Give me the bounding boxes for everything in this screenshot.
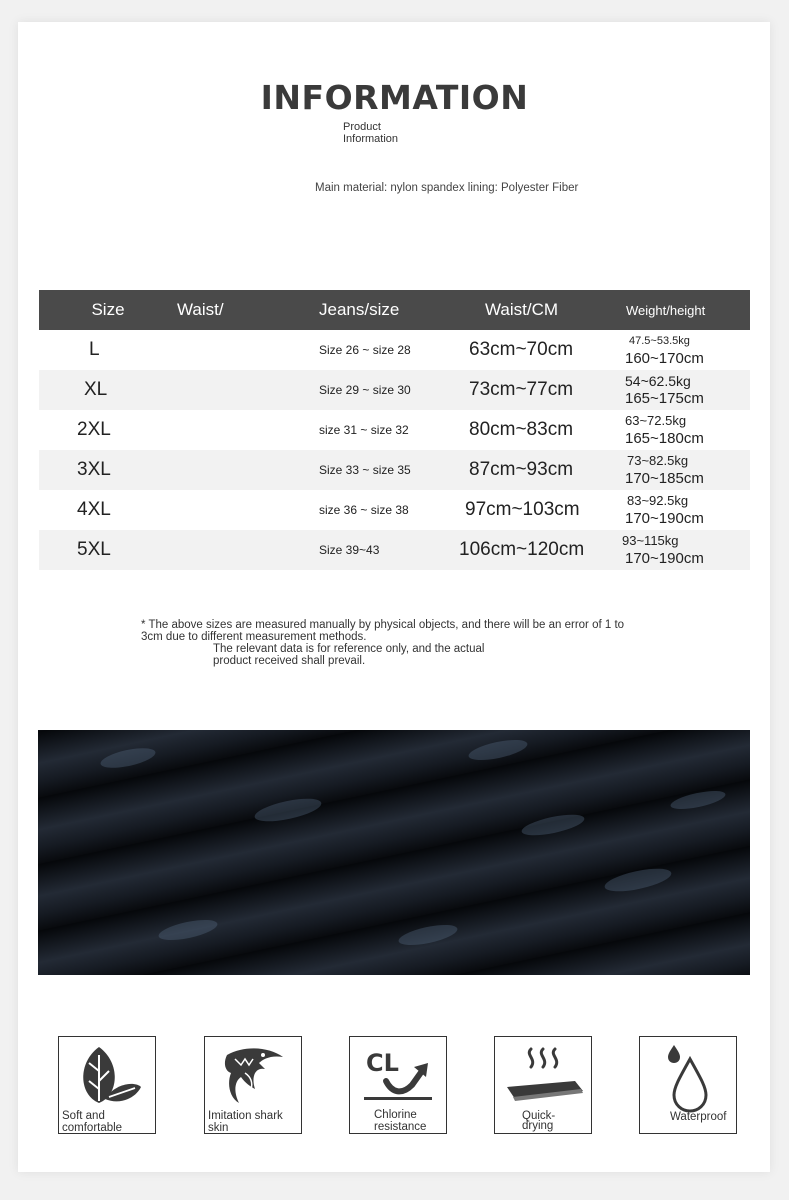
fabric-photo	[38, 730, 750, 975]
cell-weight: 83~92.5kg	[627, 492, 689, 508]
cell-height: 165~180cm	[625, 429, 704, 447]
cell-weight-height	[615, 490, 750, 530]
cell-size: 4XL	[77, 499, 111, 520]
cell-waist	[177, 370, 319, 410]
feature-label: Quick-drying	[522, 1110, 556, 1132]
cell-jeans-size: size 36 ~ size 38	[319, 503, 409, 517]
feature-quick-dry	[494, 1036, 592, 1134]
cell-waist-cm: 63cm~70cm	[469, 339, 574, 360]
header-waist: Waist/	[177, 290, 319, 330]
header-size: Size	[39, 290, 177, 330]
feature-shark	[204, 1036, 302, 1134]
header-waist-cm: Waist/CM	[459, 290, 615, 330]
feature-soft	[58, 1036, 156, 1134]
table-row	[39, 490, 750, 530]
cell-weight-height	[615, 410, 750, 450]
material-info: Main material: nylon spandex lining: Polyester Fiber	[315, 182, 579, 194]
chlorine-badge: CL	[366, 1049, 399, 1077]
reference-note: The relevant data is for reference only, and the actual product received shall prevail.	[213, 643, 485, 667]
table-row	[39, 330, 750, 370]
cell-jeans-size: Size 33 ~ size 35	[319, 450, 459, 490]
table-row	[39, 370, 750, 410]
cell-waist-cm: 97cm~103cm	[465, 499, 580, 520]
cell-weight: 54~62.5kg	[625, 372, 691, 389]
cell-jeans-size: Size 29 ~ size 30	[319, 370, 459, 410]
feature-chlorine	[349, 1036, 447, 1134]
size-table-header	[39, 290, 750, 330]
cell-waist	[177, 530, 319, 570]
cell-height: 170~190cm	[625, 549, 704, 567]
feature-label: Waterproof	[670, 1111, 727, 1123]
table-row	[39, 410, 750, 450]
cell-waist	[177, 410, 319, 450]
header-jeans-size: Jeans/size	[319, 290, 459, 330]
cell-waist	[177, 490, 319, 530]
cell-size: 3XL	[39, 450, 177, 490]
cell-waist-cm: 87cm~93cm	[459, 450, 615, 490]
cell-size: L	[89, 339, 100, 360]
cell-waist	[177, 450, 319, 490]
cell-jeans-size: size 31 ~ size 32	[319, 423, 409, 437]
feature-label: Soft and comfortable	[62, 1110, 123, 1134]
table-row	[39, 530, 750, 570]
header-weight-height: Weight/height	[615, 290, 750, 330]
cell-height: 170~190cm	[625, 509, 704, 527]
feature-label: Imitation shark skin	[208, 1110, 283, 1134]
cell-waist-cm: 73cm~77cm	[459, 370, 615, 410]
cell-height: 165~175cm	[625, 389, 704, 407]
measurement-note: * The above sizes are measured manually by physical objects, and there will be an error of 1 to 3cm due to different measurement methods.	[141, 619, 625, 643]
cell-weight: 47.5~53.5kg	[629, 334, 690, 347]
cell-size: XL	[39, 370, 177, 410]
product-card	[18, 22, 770, 1172]
cell-weight-height	[615, 370, 750, 410]
cell-weight-height	[615, 450, 750, 490]
feature-label: Chlorine resistance	[374, 1109, 427, 1133]
cell-waist-cm: 80cm~83cm	[469, 419, 574, 440]
table-row	[39, 450, 750, 490]
page-title: INFORMATION	[260, 78, 529, 117]
cell-height: 170~185cm	[625, 469, 704, 487]
cell-jeans-size: Size 39~43	[319, 530, 459, 570]
feature-waterproof	[639, 1036, 737, 1134]
cell-jeans-size: Size 26 ~ size 28	[319, 343, 411, 357]
cell-weight: 63~72.5kg	[625, 412, 687, 428]
cell-weight-height	[615, 330, 750, 370]
cell-weight-height	[615, 530, 750, 570]
size-table	[39, 290, 750, 570]
cell-size: 2XL	[77, 419, 111, 440]
cell-weight: 73~82.5kg	[627, 452, 689, 468]
cell-waist	[177, 330, 319, 370]
fabric-texture-image	[38, 730, 750, 975]
cell-size: 5XL	[39, 530, 177, 570]
cell-height: 160~170cm	[625, 349, 704, 367]
page-subtitle: Product Information	[343, 121, 399, 145]
cell-weight: 93~115kg	[622, 532, 679, 548]
cell-waist-cm: 106cm~120cm	[459, 530, 615, 570]
